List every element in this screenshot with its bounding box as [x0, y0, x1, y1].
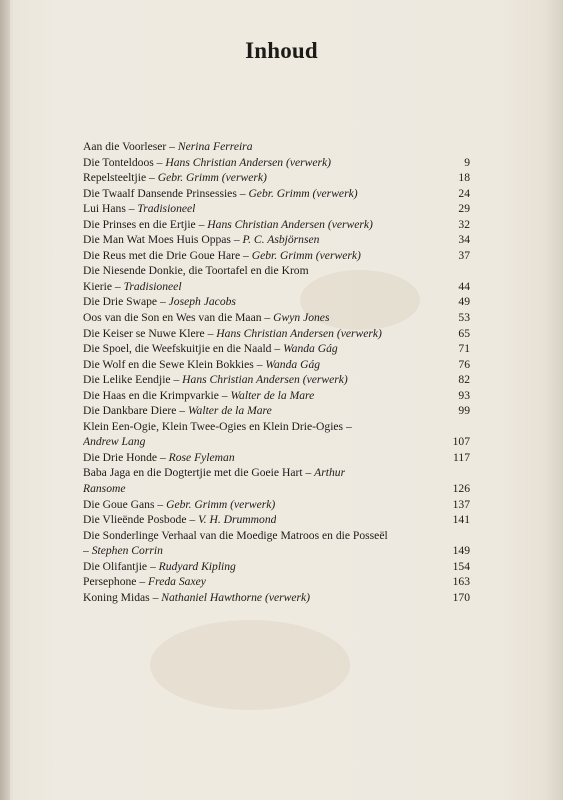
toc-line	[83, 497, 470, 513]
toc-line-text	[83, 310, 329, 326]
page-number: 53	[458, 311, 470, 325]
story-author: Tradisioneel	[123, 279, 182, 293]
toc-line-text	[83, 294, 236, 310]
toc-entry	[83, 388, 470, 404]
story-author: Gebr. Grimm (verwerk)	[166, 497, 276, 511]
toc-line-text	[83, 450, 235, 466]
page-spine-shadow	[0, 0, 10, 800]
toc-line-text	[83, 543, 163, 559]
toc-line-text	[83, 528, 388, 544]
table-of-contents	[83, 139, 470, 605]
toc-line	[83, 263, 470, 279]
toc-line	[83, 232, 470, 248]
story-title: Kierie –	[83, 279, 124, 293]
toc-line-text	[83, 465, 345, 481]
toc-line-text	[83, 403, 272, 419]
page-number: 137	[452, 497, 470, 511]
story-title: Die Dankbare Diere –	[83, 404, 188, 418]
toc-line	[83, 403, 470, 419]
toc-line	[83, 465, 470, 481]
toc-entry	[83, 170, 470, 186]
toc-line-text	[83, 186, 358, 202]
story-author: V. H. Drummond	[198, 513, 277, 527]
page-number: 44	[458, 279, 470, 293]
toc-line-text	[83, 201, 195, 217]
toc-line-text	[83, 497, 275, 513]
toc-line	[83, 217, 470, 233]
story-author: Wanda Gág	[265, 357, 321, 371]
toc-line-text	[83, 279, 182, 295]
toc-line	[83, 543, 470, 559]
page-number: 65	[458, 326, 470, 340]
story-title: Die Lelike Eendjie –	[83, 373, 183, 387]
toc-entry	[83, 465, 470, 496]
story-author: Freda Saxey	[148, 575, 206, 589]
story-title: Koning Midas –	[83, 590, 162, 604]
toc-line-text	[83, 372, 348, 388]
page-number: 82	[458, 373, 470, 387]
story-title: Die Drie Honde –	[83, 450, 169, 464]
story-title: Die Vlieënde Posbode –	[83, 513, 199, 527]
story-author: Rudyard Kipling	[158, 559, 236, 573]
story-title: Die Niesende Donkie, die Toortafel en die Krom	[83, 264, 309, 278]
page-number: 32	[458, 217, 470, 231]
story-author: Nathaniel Hawthorne (verwerk)	[161, 590, 311, 604]
page-number: 93	[458, 388, 470, 402]
toc-line	[83, 590, 470, 606]
story-author: Walter de la Mare	[187, 404, 272, 418]
toc-line-text	[83, 248, 361, 264]
toc-entry	[83, 528, 470, 559]
story-author: Gebr. Grimm (verwerk)	[248, 186, 358, 200]
page-number: 170	[452, 590, 470, 604]
toc-entry	[83, 232, 470, 248]
toc-line	[83, 419, 470, 435]
toc-line	[83, 357, 470, 373]
toc-entry	[83, 155, 470, 171]
toc-line-text	[83, 559, 236, 575]
story-author: Ransome	[83, 482, 126, 496]
story-author: Tradisioneel	[137, 202, 196, 216]
page-number: 24	[458, 186, 470, 200]
toc-line	[83, 574, 470, 590]
page-number: 29	[458, 202, 470, 216]
toc-line-text	[83, 232, 319, 248]
story-author: Nerina Ferreira	[177, 140, 253, 153]
toc-line	[83, 559, 470, 575]
story-title: Persephone –	[83, 575, 149, 589]
story-title: Die Sonderlinge Verhaal van die Moedige Matroos en die Posseël	[83, 528, 388, 542]
toc-line	[83, 201, 470, 217]
toc-entry	[83, 217, 470, 233]
story-title: Die Olifantjie –	[83, 559, 159, 573]
toc-entry	[83, 263, 470, 294]
story-title: Die Goue Gans –	[83, 497, 167, 511]
toc-line-text	[83, 217, 373, 233]
story-author: Hans Christian Andersen (verwerk)	[207, 217, 373, 231]
toc-line	[83, 372, 470, 388]
toc-line-text	[83, 419, 352, 435]
page-number: 107	[452, 435, 470, 449]
toc-line	[83, 450, 470, 466]
toc-entry	[83, 139, 470, 155]
paper-stain	[150, 620, 350, 710]
page-number: 76	[458, 357, 470, 371]
toc-line-text	[83, 139, 253, 155]
page-number: 71	[458, 342, 470, 356]
story-author: Hans Christian Andersen (verwerk)	[165, 155, 332, 169]
story-title: Aan die Voorleser –	[83, 140, 178, 153]
story-title: –	[83, 544, 92, 558]
story-author: Walter de la Mare	[230, 388, 315, 402]
page-number: 149	[452, 544, 470, 558]
toc-line	[83, 310, 470, 326]
story-title: Lui Hans –	[83, 202, 138, 216]
story-author: Rose Fyleman	[168, 450, 235, 464]
toc-line	[83, 481, 470, 497]
story-title: Repelsteeltjie –	[83, 171, 158, 185]
toc-line	[83, 139, 470, 155]
story-title: Die Spoel, die Weefskuitjie en die Naald –	[83, 342, 284, 356]
toc-line	[83, 279, 470, 295]
toc-line	[83, 170, 470, 186]
story-author: Hans Christian Andersen (verwerk)	[182, 373, 348, 387]
toc-line-text	[83, 341, 338, 357]
page-number: 99	[458, 404, 470, 418]
toc-line	[83, 512, 470, 528]
toc-line-text	[83, 434, 145, 450]
toc-entry	[83, 372, 470, 388]
story-author: Gebr. Grimm (verwerk)	[251, 248, 361, 262]
toc-line-text	[83, 263, 309, 279]
toc-entry	[83, 326, 470, 342]
story-title: Die Wolf en die Sewe Klein Bokkies –	[83, 357, 266, 371]
story-author: Andrew Lang	[83, 435, 146, 449]
story-author: Stephen Corrin	[91, 544, 163, 558]
story-author: Gebr. Grimm (verwerk)	[157, 171, 267, 185]
page-number: 49	[458, 295, 470, 309]
story-title: Baba Jaga en die Dogtertjie met die Goeie Hart –	[83, 466, 315, 480]
toc-line-text	[83, 590, 310, 606]
page-number: 117	[453, 450, 470, 464]
page-number: 9	[464, 155, 470, 169]
toc-entry	[83, 186, 470, 202]
story-title: Klein Een-Ogie, Klein Twee-Ogies en Klein Drie-Ogies –	[83, 419, 352, 433]
toc-entry	[83, 294, 470, 310]
toc-line	[83, 326, 470, 342]
story-title: Die Haas en die Krimpvarkie –	[83, 388, 231, 402]
toc-line-text	[83, 326, 382, 342]
page-number: 34	[458, 233, 470, 247]
page-title: Inhoud	[245, 38, 318, 63]
toc-entry	[83, 574, 470, 590]
toc-line	[83, 155, 470, 171]
story-title: Die Drie Swape –	[83, 295, 169, 309]
story-author: Gwyn Jones	[273, 311, 330, 325]
toc-line	[83, 434, 470, 450]
toc-entry	[83, 497, 470, 513]
toc-entry	[83, 512, 470, 528]
story-title: Die Man Wat Moes Huis Oppas –	[83, 233, 243, 247]
toc-line-text	[83, 481, 126, 497]
story-title: Oos van die Son en Wes van die Maan –	[83, 311, 274, 325]
toc-entry	[83, 590, 470, 606]
toc-line-text	[83, 357, 320, 373]
toc-line	[83, 388, 470, 404]
toc-line-text	[83, 155, 331, 171]
toc-entry	[83, 419, 470, 450]
story-title: Die Prinses en die Ertjie –	[83, 217, 208, 231]
page-number: 141	[452, 513, 470, 527]
toc-line	[83, 341, 470, 357]
story-title: Die Reus met die Drie Goue Hare –	[83, 248, 252, 262]
toc-entry	[83, 450, 470, 466]
toc-line	[83, 186, 470, 202]
toc-line	[83, 294, 470, 310]
story-title: Die Twaalf Dansende Prinsessies –	[83, 186, 249, 200]
toc-line	[83, 248, 470, 264]
story-title: Die Keiser se Nuwe Klere –	[83, 326, 217, 340]
toc-entry	[83, 559, 470, 575]
toc-entry	[83, 357, 470, 373]
page-number: 18	[458, 171, 470, 185]
page-number: 154	[452, 559, 470, 573]
toc-line-text	[83, 574, 206, 590]
story-author: Arthur	[314, 466, 346, 480]
story-author: Joseph Jacobs	[168, 295, 236, 309]
toc-entry	[83, 248, 470, 264]
toc-line-text	[83, 170, 267, 186]
toc-entry	[83, 201, 470, 217]
toc-line-text	[83, 512, 276, 528]
page-number: 37	[458, 248, 470, 262]
toc-line	[83, 528, 470, 544]
page-number: 126	[452, 482, 470, 496]
story-author: Hans Christian Andersen (verwerk)	[216, 326, 382, 340]
story-title: Die Tonteldoos –	[83, 155, 166, 169]
toc-entry	[83, 341, 470, 357]
story-author: P. C. Asbjörnsen	[242, 233, 320, 247]
story-author: Wanda Gág	[283, 342, 338, 356]
toc-line-text	[83, 388, 314, 404]
page-number: 163	[452, 575, 470, 589]
toc-entry	[83, 403, 470, 419]
toc-entry	[83, 310, 470, 326]
